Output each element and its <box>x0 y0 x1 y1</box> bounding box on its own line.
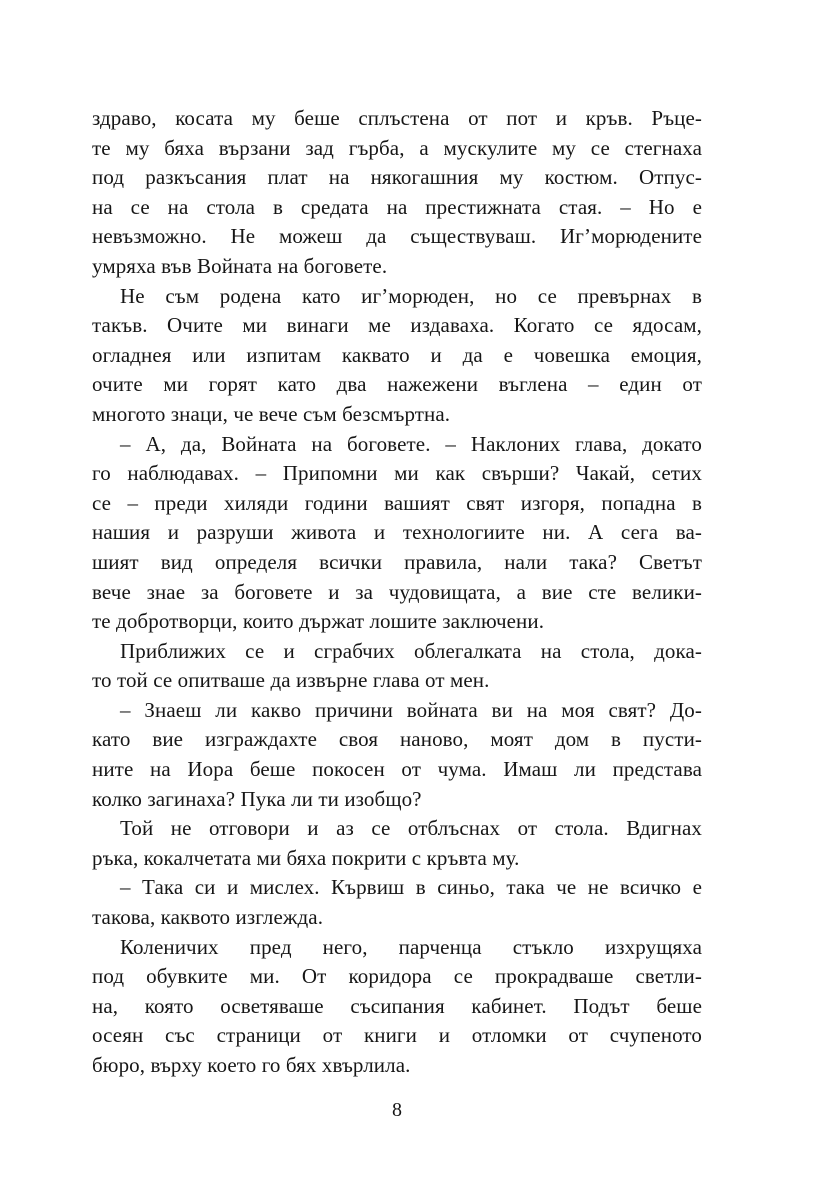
body-text <box>92 104 702 1081</box>
text-line: на, която осветяваше съсипания кабинет. Подът беше <box>92 993 702 1018</box>
text-line: невъзможно. Не можеш да съществуваш. Иг’морюдените <box>92 224 702 249</box>
paragraph <box>92 814 702 873</box>
text-line: Коленичих пред него, парченца стъкло изхрущяха <box>120 934 702 959</box>
paragraph <box>92 696 702 814</box>
text-line: огладнея или изпитам каквато и да е човешка емоция, <box>92 342 702 367</box>
text-line: такова, каквото изглежда. <box>92 905 324 930</box>
text-line: се – преди хиляди години вашият свят изгоря, попадна в <box>92 490 702 515</box>
text-line: на се на стола в средата на престижната стая. – Но е <box>92 194 702 219</box>
text-line: под разкъсания плат на някогашния му костюм. Отпус- <box>92 165 702 190</box>
text-line: шият вид определя всички правила, нали така? Светът <box>92 549 702 574</box>
paragraph <box>92 637 702 696</box>
text-line: осеян със страници от книги и отломки от счупеното <box>92 1023 702 1048</box>
text-line: здраво, косата му беше сплъстена от пот и кръв. Ръце- <box>92 106 702 130</box>
text-line: го наблюдавах. – Припомни ми как свърши? Чакай, сетих <box>92 461 702 486</box>
paragraph <box>92 282 702 430</box>
text-line: Той не отговори и аз се отблъснах от стола. Вдигнах <box>120 816 702 841</box>
text-line: умряха във Войната на боговете. <box>92 253 388 278</box>
text-line: такъв. Очите ми винаги ме издаваха. Когато се ядосам, <box>92 313 702 338</box>
text-line: – Така си и мислех. Кървиш в синьо, така че не всичко е <box>120 875 702 900</box>
text-line: те му бяха вързани зад гърба, а мускулите му се стегнаха <box>92 135 702 160</box>
paragraph <box>92 933 702 1081</box>
text-line: колко загинаха? Пука ли ти изобщо? <box>92 786 422 811</box>
text-line: като вие изграждахте своя наново, моят дом в пусти- <box>92 727 702 752</box>
text-line: Приближих се и сграбчих облегалката на стола, дока- <box>120 638 702 663</box>
text-line: вече знае за боговете и за чудовищата, а вие сте велики- <box>92 579 702 604</box>
text-line: – А, да, Войната на боговете. – Наклоних глава, докато <box>120 431 702 456</box>
text-line: те добротворци, които държат лошите заключени. <box>92 609 545 634</box>
text-line: нашия и разруши живота и технологиите ни. А сега ва- <box>92 520 702 545</box>
text-line: – Знаеш ли какво причини войната ви на моя свят? До- <box>120 697 702 722</box>
paragraph <box>92 430 702 637</box>
text-line: под обувките ми. От коридора се прокрадваше светли- <box>92 964 702 989</box>
paragraph <box>92 873 702 932</box>
text-line: ръка, кокалчетата ми бяха покрити с кръвта му. <box>92 845 520 870</box>
page-number: 8 <box>392 1099 402 1121</box>
paragraph <box>92 104 702 282</box>
text-line: бюро, върху което го бях хвърлила. <box>92 1053 411 1077</box>
text-line: то той се опитваше да извърне глава от мен. <box>92 668 490 693</box>
text-line: очите ми горят като два нажежени въглена – един от <box>92 372 702 397</box>
text-line: многото знаци, че вече съм безсмъртна. <box>92 401 451 426</box>
text-line: ните на Иора беше покосен от чума. Имаш ли представа <box>92 757 702 782</box>
text-line: Не съм родена като иг’морюден, но се превърнах в <box>120 283 702 308</box>
